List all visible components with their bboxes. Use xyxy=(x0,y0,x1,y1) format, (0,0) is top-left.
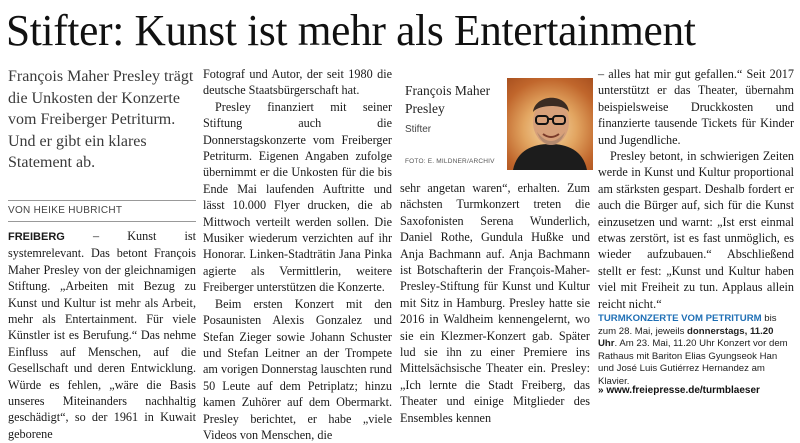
info-date: donnerstags, 11.20 Uhr xyxy=(598,325,774,350)
info-title: TURMKONZERTE VOM PETRITURM xyxy=(598,313,762,324)
concert-info-box xyxy=(598,313,794,389)
article-headline: Stifter: Kunst ist mehr als Entertainment xyxy=(6,6,696,55)
column-4 xyxy=(598,66,794,312)
paragraph: FREIBERG – Kunst ist systemrelevant. Das betont François Maher Presley von der gleichnamigen Stiftung. „Arbeiten mit Bezug zu Kunst und Kultur ist mehr als Arbeit, mehr als Entertainment. Für viele Künstler ist es Berufung.“ Das nehme Einfluss auf Menschen, auf die Gesellschaft und deren Entwicklung. Würde es fehlen, „wäre die Basis unseres Miteinanders nachhaltig geschädigt“, so der 1961 in Kuwait geborene xyxy=(8,229,196,441)
article-teaser: François Maher Presley trägt die Unkosten der Konzerte vom Freiberger Petriturm. Und er gibt ein klares Statement ab. xyxy=(8,68,194,171)
info-text: . Am 23. Mai, 11.20 Uhr Konzert vor dem Rathaus mit Bariton Elias Gyungseok Han und José Luis Gutiérrez Hernandez am Klavier. xyxy=(598,338,788,387)
person-name: François Maher Presley xyxy=(405,83,491,116)
person-role: Stifter xyxy=(405,124,432,135)
author-byline: VON HEIKE HUBRICHT xyxy=(8,200,196,222)
column-3 xyxy=(400,180,590,426)
portrait-illustration xyxy=(507,78,593,170)
column-1 xyxy=(8,228,196,442)
info-text: bis zum 28. Mai, jeweils xyxy=(598,313,777,337)
paragraph: Beim ersten Konzert mit den Posaunisten Alexis Gonzalez und Stefan Zieger sowie Johann Schuster und Stefan Leitner an der Trompete am vorigen Donnerstag lauschten rund 50 Leute auf dem Petriplatz; hinzu kamen Zuhörer auf dem Obermarkt. Presley berichtet, er habe „viele Videos von Menschen, die xyxy=(203,296,392,442)
paragraph: Fotograf und Autor, der seit 1980 die deutsche Staatsbürgerschaft hat. xyxy=(203,67,392,98)
paragraph: sehr angetan waren“, erhalten. Zum nächsten Turmkonzert treten die Saxofonisten Serena Wunderlich, Daniel Rothe, Gundula Hußke und Anja Bachmann auf. Anja Bachmann ist Botschafterin der François-Maher-Presley-Stiftung für Kunst und Kultur mit Sitz in Hamburg. Presley hatte sie 2016 in Waldheim kennengelernt, wo sie ein Klezmer-Konzert gab. Später lud sie ihn zu einer Premiere ins Mittelsächsische Theater ein. Presley: „Ich lernte die Stadt Freiberg, das Theater und einige Mitglieder des Ensembles kennen xyxy=(400,181,590,425)
dateline: FREIBERG xyxy=(8,231,65,243)
website-link[interactable]: » www.freiepresse.de/turmblaeser xyxy=(598,385,760,396)
column-2 xyxy=(203,66,392,443)
portrait-photo xyxy=(507,78,593,170)
paragraph: Presley finanziert mit seiner Stiftung auch die Donnerstagskonzerte vom Freiberger Petriturm. Eigenen Angaben zufolge übernimmt er die Unkosten für die bis Ende Mai laufenden Auftritte und lässt 10.000 Flyer drucken, die ab Mittwoch verteilt werden sollen. Die Musiker wiederum verzichten auf ihr Honorar. Linken-Stadträtin Jana Pinka agierte als Vermittlerin, weitere Freiberger unterstützen die Konzerte. xyxy=(203,99,392,295)
paragraph: – alles hat mir gut gefallen.“ Seit 2017 unterstützt er das Theater, übernahm beispielsweise Druckkosten und finanzierte tausende Tickets für Kinder und Jugendliche. xyxy=(598,67,794,147)
photo-credit: FOTO: E. MILDNER/ARCHIV xyxy=(405,158,495,165)
paragraph: Presley betont, in schwierigen Zeiten werde in Kunst und Kultur proportional am stärksten gespart. Deshalb fordert er auch die Bürger auf, sich für die Kunst einzusetzen und warnt: „Ist erst einmal etwas zerstört, ist es fast unmöglich, es wieder aufzubauen.“ Abschließend stellt er fest: „Kunst und Kultur haben viel mit Freiheit zu tun. Applaus allein reicht nicht.“ xyxy=(598,149,794,311)
